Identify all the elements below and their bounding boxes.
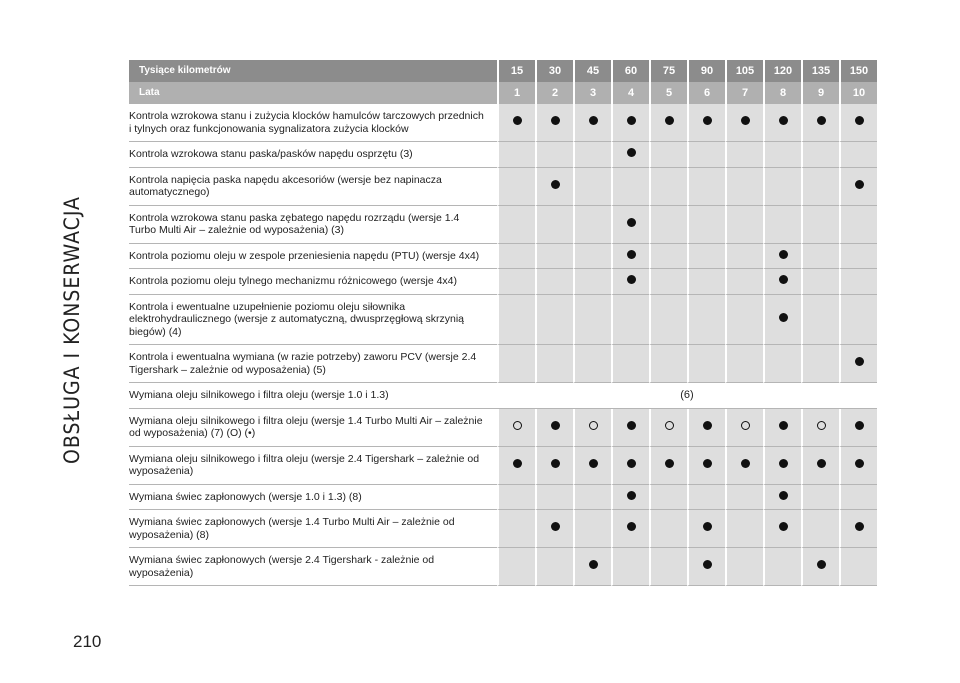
filled-dot-icon <box>855 357 864 366</box>
table-row <box>129 383 877 409</box>
km-header-label: Tysiące kilometrów <box>129 60 497 82</box>
filled-dot-icon <box>817 116 826 125</box>
interval-cell <box>687 510 725 548</box>
interval-cell <box>535 510 573 548</box>
filled-dot-icon <box>779 522 788 531</box>
task-description: Wymiana oleju silnikowego i filtra oleju (wersje 1.0 i 1.3) <box>129 383 497 409</box>
empty-circle-icon <box>513 421 522 430</box>
interval-cell <box>763 447 801 485</box>
interval-cell <box>573 244 611 270</box>
interval-cell <box>763 142 801 168</box>
interval-cell <box>763 244 801 270</box>
interval-cell <box>497 168 535 206</box>
km-header-value: 15 <box>497 60 535 82</box>
interval-cell <box>839 409 877 447</box>
interval-cell <box>801 548 839 586</box>
empty-circle-icon <box>665 421 674 430</box>
interval-cell <box>725 447 763 485</box>
interval-cell <box>497 244 535 270</box>
km-header-value: 60 <box>611 60 649 82</box>
interval-cell <box>763 168 801 206</box>
filled-dot-icon <box>779 421 788 430</box>
task-description: Kontrola wzrokowa stanu i zużycia klocków hamulców tarczowych przednich i tylnych oraz funkcjonowania sygnalizatora zużycia klocków <box>129 104 497 142</box>
interval-cell <box>725 295 763 346</box>
interval-cell <box>497 409 535 447</box>
interval-cell <box>535 345 573 383</box>
interval-cell <box>497 485 535 511</box>
interval-cell <box>535 244 573 270</box>
filled-dot-icon <box>779 275 788 284</box>
interval-cell <box>687 409 725 447</box>
interval-cell <box>725 409 763 447</box>
interval-cell <box>801 409 839 447</box>
table-row <box>129 104 877 142</box>
filled-dot-icon <box>589 560 598 569</box>
filled-dot-icon <box>551 522 560 531</box>
interval-cell <box>687 485 725 511</box>
filled-dot-icon <box>627 275 636 284</box>
filled-dot-icon <box>855 459 864 468</box>
interval-cell <box>611 206 649 244</box>
interval-cell <box>763 485 801 511</box>
interval-cell <box>573 409 611 447</box>
interval-cell <box>649 447 687 485</box>
interval-cell <box>649 104 687 142</box>
interval-cell <box>611 345 649 383</box>
year-header-value: 2 <box>535 82 573 104</box>
table-row <box>129 269 877 295</box>
interval-cell <box>611 142 649 168</box>
year-header-value: 8 <box>763 82 801 104</box>
interval-cell <box>535 142 573 168</box>
interval-cell <box>801 295 839 346</box>
interval-cell <box>763 548 801 586</box>
interval-cell <box>611 510 649 548</box>
interval-cell <box>497 269 535 295</box>
interval-cell <box>535 168 573 206</box>
interval-cell <box>497 548 535 586</box>
interval-cell <box>687 104 725 142</box>
interval-cell <box>687 269 725 295</box>
interval-cell <box>687 295 725 346</box>
interval-cell <box>497 345 535 383</box>
interval-cell <box>649 295 687 346</box>
table-row <box>129 244 877 270</box>
interval-cell <box>725 168 763 206</box>
interval-cell <box>687 548 725 586</box>
interval-cell <box>725 548 763 586</box>
interval-cell <box>725 104 763 142</box>
filled-dot-icon <box>741 116 750 125</box>
task-description: Kontrola poziomu oleju tylnego mechanizmu różnicowego (wersje 4x4) <box>129 269 497 295</box>
interval-cell <box>839 104 877 142</box>
filled-dot-icon <box>703 522 712 531</box>
year-header-value: 4 <box>611 82 649 104</box>
filled-dot-icon <box>817 560 826 569</box>
table-row <box>129 206 877 244</box>
km-header-value: 135 <box>801 60 839 82</box>
filled-dot-icon <box>551 459 560 468</box>
filled-dot-icon <box>817 459 826 468</box>
interval-cell <box>687 168 725 206</box>
task-description: Kontrola poziomu oleju w zespole przeniesienia napędu (PTU) (wersje 4x4) <box>129 244 497 270</box>
interval-cell <box>763 409 801 447</box>
filled-dot-icon <box>589 459 598 468</box>
interval-cell <box>535 269 573 295</box>
filled-dot-icon <box>741 459 750 468</box>
km-header-value: 75 <box>649 60 687 82</box>
year-header-value: 5 <box>649 82 687 104</box>
interval-cell <box>573 269 611 295</box>
interval-cell <box>801 485 839 511</box>
interval-cell <box>573 345 611 383</box>
km-header-value: 120 <box>763 60 801 82</box>
interval-cell <box>839 295 877 346</box>
year-header-label: Lata <box>129 82 497 104</box>
filled-dot-icon <box>551 116 560 125</box>
filled-dot-icon <box>855 522 864 531</box>
interval-cell <box>763 269 801 295</box>
interval-cell <box>763 510 801 548</box>
interval-cell <box>535 409 573 447</box>
interval-cell <box>801 206 839 244</box>
filled-dot-icon <box>855 116 864 125</box>
interval-cell <box>573 548 611 586</box>
interval-cell <box>687 142 725 168</box>
interval-cell <box>611 295 649 346</box>
km-header-value: 105 <box>725 60 763 82</box>
interval-cell <box>725 269 763 295</box>
interval-note: (6) <box>497 383 877 409</box>
interval-cell <box>497 295 535 346</box>
filled-dot-icon <box>703 421 712 430</box>
interval-cell <box>687 447 725 485</box>
table-row <box>129 485 877 511</box>
interval-cell <box>535 447 573 485</box>
section-title-vertical: OBSŁUGA I KONSERWACJA <box>60 196 84 464</box>
table-body <box>129 104 877 586</box>
year-header-value: 7 <box>725 82 763 104</box>
filled-dot-icon <box>779 250 788 259</box>
year-header-value: 9 <box>801 82 839 104</box>
table-row <box>129 295 877 346</box>
filled-dot-icon <box>779 313 788 322</box>
interval-cell <box>497 206 535 244</box>
interval-cell <box>839 548 877 586</box>
task-description: Wymiana świec zapłonowych (wersje 2.4 Tigershark - zależnie od wyposażenia) <box>129 548 497 586</box>
year-header-value: 6 <box>687 82 725 104</box>
header-row-kilometers <box>129 60 877 82</box>
interval-cell <box>573 142 611 168</box>
interval-cell <box>573 485 611 511</box>
page-number: 210 <box>73 632 102 651</box>
filled-dot-icon <box>627 250 636 259</box>
interval-cell <box>725 142 763 168</box>
interval-cell <box>573 104 611 142</box>
filled-dot-icon <box>551 180 560 189</box>
year-header-value: 1 <box>497 82 535 104</box>
interval-cell <box>839 142 877 168</box>
table-row <box>129 548 877 586</box>
interval-cell <box>839 447 877 485</box>
interval-cell <box>649 206 687 244</box>
interval-cell <box>725 485 763 511</box>
interval-cell <box>649 345 687 383</box>
table-header <box>129 60 877 104</box>
filled-dot-icon <box>627 116 636 125</box>
schedule-table <box>129 60 877 586</box>
filled-dot-icon <box>779 459 788 468</box>
year-header-value: 10 <box>839 82 877 104</box>
interval-cell <box>687 206 725 244</box>
interval-cell <box>535 104 573 142</box>
interval-cell <box>573 206 611 244</box>
task-description: Kontrola napięcia paska napędu akcesoriów (wersje bez napinacza automatycznego) <box>129 168 497 206</box>
table-row <box>129 510 877 548</box>
interval-cell <box>839 269 877 295</box>
filled-dot-icon <box>627 218 636 227</box>
interval-cell <box>801 269 839 295</box>
interval-cell <box>649 548 687 586</box>
filled-dot-icon <box>513 459 522 468</box>
interval-cell <box>611 269 649 295</box>
interval-cell <box>801 142 839 168</box>
interval-cell <box>839 168 877 206</box>
interval-cell <box>611 104 649 142</box>
filled-dot-icon <box>627 522 636 531</box>
empty-circle-icon <box>589 421 598 430</box>
interval-cell <box>687 244 725 270</box>
maintenance-schedule-table <box>129 60 877 620</box>
interval-cell <box>839 244 877 270</box>
interval-cell <box>535 295 573 346</box>
interval-cell <box>573 447 611 485</box>
filled-dot-icon <box>627 491 636 500</box>
interval-cell <box>611 168 649 206</box>
interval-cell <box>649 485 687 511</box>
interval-cell <box>649 510 687 548</box>
interval-cell <box>649 142 687 168</box>
interval-cell <box>535 206 573 244</box>
interval-cell <box>573 168 611 206</box>
filled-dot-icon <box>665 116 674 125</box>
table-row <box>129 168 877 206</box>
filled-dot-icon <box>627 148 636 157</box>
interval-cell <box>497 510 535 548</box>
filled-dot-icon <box>627 459 636 468</box>
interval-cell <box>801 447 839 485</box>
filled-dot-icon <box>513 116 522 125</box>
filled-dot-icon <box>703 116 712 125</box>
table-row <box>129 409 877 447</box>
interval-cell <box>573 295 611 346</box>
table-row <box>129 142 877 168</box>
empty-circle-icon <box>817 421 826 430</box>
task-description: Kontrola i ewentualne uzupełnienie poziomu oleju siłownika elektrohydraulicznego (wersje z automatyczną, dwusprzęgłową skrzynią biegów) (4) <box>129 295 497 346</box>
interval-cell <box>573 510 611 548</box>
header-row-years <box>129 82 877 104</box>
filled-dot-icon <box>551 421 560 430</box>
interval-cell <box>611 244 649 270</box>
interval-cell <box>611 447 649 485</box>
interval-cell <box>763 345 801 383</box>
interval-cell <box>497 142 535 168</box>
interval-cell <box>535 548 573 586</box>
filled-dot-icon <box>703 560 712 569</box>
task-description: Wymiana oleju silnikowego i filtra oleju (wersje 1.4 Turbo Multi Air – zależnie od wyposażenia) (7) (O) (•) <box>129 409 497 447</box>
year-header-value: 3 <box>573 82 611 104</box>
interval-cell <box>763 295 801 346</box>
interval-cell <box>801 345 839 383</box>
interval-cell <box>839 485 877 511</box>
interval-cell <box>649 409 687 447</box>
interval-cell <box>611 409 649 447</box>
filled-dot-icon <box>703 459 712 468</box>
interval-cell <box>725 206 763 244</box>
interval-cell <box>725 244 763 270</box>
interval-cell <box>497 447 535 485</box>
interval-cell <box>801 510 839 548</box>
interval-cell <box>763 104 801 142</box>
interval-cell <box>839 345 877 383</box>
km-header-value: 45 <box>573 60 611 82</box>
interval-cell <box>725 510 763 548</box>
filled-dot-icon <box>855 180 864 189</box>
task-description: Wymiana świec zapłonowych (wersje 1.0 i 1.3) (8) <box>129 485 497 511</box>
task-description: Kontrola wzrokowa stanu paska zębatego napędu rozrządu (wersje 1.4 Turbo Multi Air – zależnie od wyposażenia) (3) <box>129 206 497 244</box>
table-row <box>129 345 877 383</box>
km-header-value: 150 <box>839 60 877 82</box>
task-description: Kontrola wzrokowa stanu paska/pasków napędu osprzętu (3) <box>129 142 497 168</box>
filled-dot-icon <box>779 116 788 125</box>
filled-dot-icon <box>589 116 598 125</box>
interval-cell <box>649 168 687 206</box>
interval-cell <box>801 104 839 142</box>
interval-cell <box>801 244 839 270</box>
empty-circle-icon <box>741 421 750 430</box>
interval-cell <box>497 104 535 142</box>
interval-cell <box>649 269 687 295</box>
interval-cell <box>801 168 839 206</box>
interval-cell <box>611 548 649 586</box>
interval-cell <box>839 510 877 548</box>
filled-dot-icon <box>779 491 788 500</box>
task-description: Wymiana świec zapłonowych (wersje 1.4 Turbo Multi Air – zależnie od wyposażenia) (8) <box>129 510 497 548</box>
filled-dot-icon <box>665 459 674 468</box>
filled-dot-icon <box>855 421 864 430</box>
interval-cell <box>725 345 763 383</box>
interval-cell <box>839 206 877 244</box>
task-description: Kontrola i ewentualna wymiana (w razie potrzeby) zaworu PCV (wersje 2.4 Tigershark – zależnie od wyposażenia) (5) <box>129 345 497 383</box>
table-row <box>129 447 877 485</box>
interval-cell <box>611 485 649 511</box>
task-description: Wymiana oleju silnikowego i filtra oleju (wersje 2.4 Tigershark – zależnie od wyposażenia) <box>129 447 497 485</box>
interval-cell <box>535 485 573 511</box>
interval-cell <box>687 345 725 383</box>
interval-cell <box>649 244 687 270</box>
filled-dot-icon <box>627 421 636 430</box>
km-header-value: 90 <box>687 60 725 82</box>
km-header-value: 30 <box>535 60 573 82</box>
interval-cell <box>763 206 801 244</box>
